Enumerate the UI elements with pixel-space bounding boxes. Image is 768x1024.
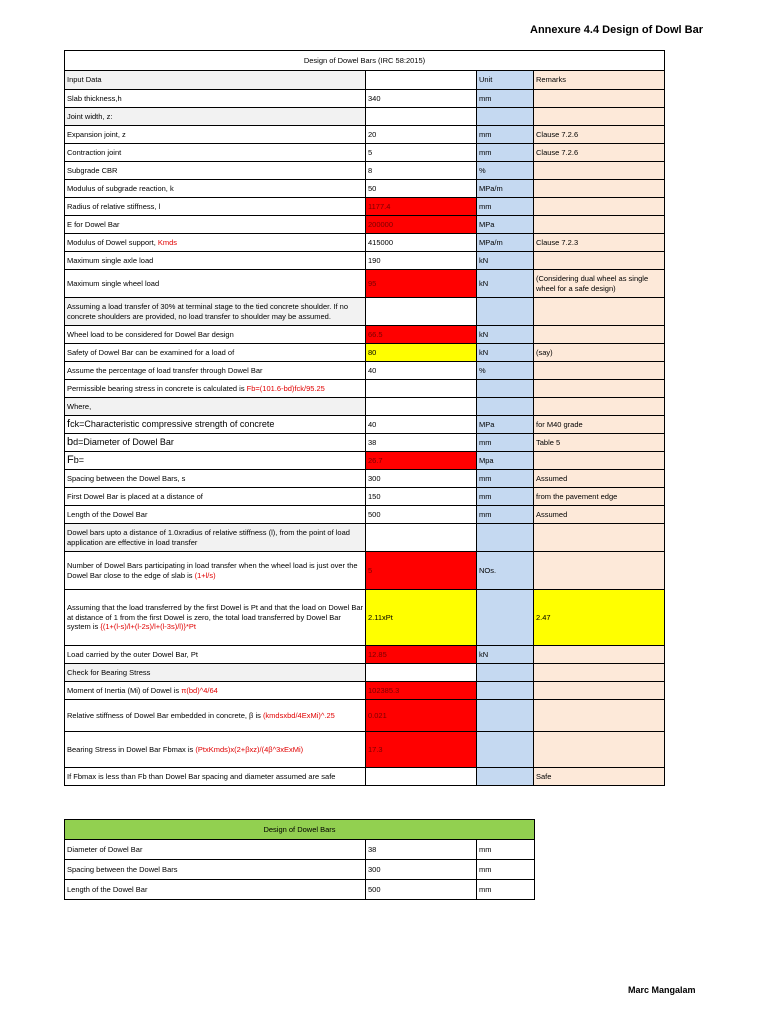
table-row [65, 344, 665, 362]
unit-cell: % [477, 362, 534, 380]
unit-cell: kN [477, 252, 534, 270]
formula-text: (kmdsxbd/4ExMi)^.25 [262, 710, 335, 720]
value-cell: 80 [366, 344, 477, 362]
summary-row [65, 840, 535, 860]
formula-text: (PtxKmds)x(2+βxz)/(4β^3xExMi) [195, 744, 304, 754]
label-text: Assume the percentage of load transfer through Dowel Bar [67, 365, 263, 375]
unit-cell [477, 524, 534, 552]
value-cell: 102385.3 [366, 682, 477, 700]
row-label [65, 90, 366, 108]
value-cell: 66.5 [366, 326, 477, 344]
table-row [65, 162, 665, 180]
value-cell: 26.7 [366, 452, 477, 470]
formula-text: Kmds [157, 237, 178, 247]
remark-cell: Remarks [534, 71, 665, 90]
row-label [65, 552, 366, 590]
label-text: Expansion joint, z [67, 129, 126, 139]
remark-cell: Clause 7.2.6 [534, 144, 665, 162]
label-text: Maximum single wheel load [67, 278, 160, 288]
table-row [65, 144, 665, 162]
unit-cell: kN [477, 344, 534, 362]
label-text: Bearing Stress in Dowel Bar Fbmax is [67, 744, 196, 754]
remark-cell: from the pavement edge [534, 488, 665, 506]
remark-cell: Safe [534, 768, 665, 786]
summary-unit: mm [477, 880, 535, 900]
value-cell: 500 [366, 506, 477, 524]
unit-cell: mm [477, 434, 534, 452]
unit-cell [477, 398, 534, 416]
row-label [65, 162, 366, 180]
row-label [65, 524, 366, 552]
remark-cell [534, 732, 665, 768]
table-row [65, 90, 665, 108]
remark-cell [534, 216, 665, 234]
footer-author: Marc Mangalam [628, 985, 696, 995]
row-label [65, 664, 366, 682]
unit-cell: % [477, 162, 534, 180]
remark-cell [534, 398, 665, 416]
remark-cell [534, 90, 665, 108]
unit-cell [477, 682, 534, 700]
row-label [65, 646, 366, 664]
unit-cell: MPa [477, 216, 534, 234]
table-row [65, 326, 665, 344]
row-label [65, 252, 366, 270]
label-text: Assuming that the load transferred by the first Dowel is Pt and that the load on Dowel Bar at distance of 1 from the first Dowel is zero, the total load transferred by Dowel Bar system is [67, 603, 363, 632]
remark-cell [534, 180, 665, 198]
table-row [65, 234, 665, 252]
value-cell: 5 [366, 552, 477, 590]
remark-cell: Clause 7.2.6 [534, 126, 665, 144]
label-symbol: f [67, 417, 71, 430]
table-row [65, 180, 665, 198]
label-text: First Dowel Bar is placed at a distance of [67, 491, 203, 501]
table-row [65, 270, 665, 298]
table-row [65, 682, 665, 700]
row-label [65, 71, 366, 90]
label-symbol: b [67, 435, 74, 448]
value-cell [366, 398, 477, 416]
label-text: d=Diameter of Dowel Bar [73, 436, 174, 447]
value-cell: 38 [366, 434, 477, 452]
table-row [65, 488, 665, 506]
formula-text: Fb=(101.6-bd)fck/95.25 [246, 383, 325, 393]
table-row [65, 252, 665, 270]
remark-cell [534, 682, 665, 700]
table-row [65, 380, 665, 398]
dowel-design-table [64, 50, 665, 786]
table-row [65, 470, 665, 488]
row-label [65, 198, 366, 216]
unit-cell: Mpa [477, 452, 534, 470]
unit-cell [477, 590, 534, 646]
row-label [65, 470, 366, 488]
table-row [65, 590, 665, 646]
table-row [65, 216, 665, 234]
label-text: ck=Characteristic compressive strength of concrete [70, 418, 275, 429]
remark-cell [534, 298, 665, 326]
annexure-title: Annexure 4.4 Design of Dowl Bar [530, 24, 703, 36]
summary-value: 500 [366, 880, 477, 900]
label-text: Joint width, z: [67, 111, 113, 121]
remark-cell [534, 380, 665, 398]
unit-cell: MPa/m [477, 234, 534, 252]
row-label [65, 380, 366, 398]
value-cell: 0.021 [366, 700, 477, 732]
value-cell: 300 [366, 470, 477, 488]
table-row [65, 506, 665, 524]
remark-cell [534, 198, 665, 216]
remark-cell [534, 552, 665, 590]
summary-unit: mm [477, 840, 535, 860]
remark-cell: for M40 grade [534, 416, 665, 434]
row-label [65, 270, 366, 298]
unit-cell: MPa/m [477, 180, 534, 198]
summary-label: Diameter of Dowel Bar [65, 840, 366, 860]
unit-cell: MPa [477, 416, 534, 434]
value-cell: 2.11xPt [366, 590, 477, 646]
row-label [65, 768, 366, 786]
label-text: Number of Dowel Bars participating in load transfer when the wheel load is just over the Dowel Bar close to the edge of slab is [67, 561, 358, 580]
unit-cell [477, 108, 534, 126]
row-label [65, 682, 366, 700]
row-label [65, 144, 366, 162]
row-label [65, 234, 366, 252]
remark-cell [534, 252, 665, 270]
table-row [65, 71, 665, 90]
row-label [65, 488, 366, 506]
summary-value: 38 [366, 840, 477, 860]
row-label [65, 126, 366, 144]
label-text: Modulus of Dowel support, [67, 237, 158, 247]
unit-cell: NOs. [477, 552, 534, 590]
row-label [65, 362, 366, 380]
label-text: Dowel bars upto a distance of 1.0xradius of relative stiffness (l), from the point of load application are effective in load transfer [67, 528, 350, 547]
label-symbol: F [67, 453, 74, 466]
remark-cell: Assumed [534, 506, 665, 524]
unit-cell: mm [477, 198, 534, 216]
table-row [65, 524, 665, 552]
value-cell: 17.3 [366, 732, 477, 768]
value-cell [366, 108, 477, 126]
remark-cell [534, 326, 665, 344]
unit-cell [477, 768, 534, 786]
label-text: E for Dowel Bar [67, 219, 120, 229]
table-row [65, 700, 665, 732]
summary-row [65, 880, 535, 900]
unit-cell [477, 732, 534, 768]
unit-cell: mm [477, 470, 534, 488]
remark-cell [534, 362, 665, 380]
row-label [65, 434, 366, 452]
row-label [65, 298, 366, 326]
unit-cell: kN [477, 326, 534, 344]
remark-cell: 2.47 [534, 590, 665, 646]
value-cell [366, 71, 477, 90]
table-row [65, 732, 665, 768]
table-row [65, 198, 665, 216]
table-row [65, 768, 665, 786]
value-cell: 1177.4 [366, 198, 477, 216]
value-cell [366, 524, 477, 552]
table-row [65, 434, 665, 452]
label-text: Slab thickness,h [67, 93, 122, 103]
value-cell: 340 [366, 90, 477, 108]
table-row [65, 126, 665, 144]
table-row [65, 552, 665, 590]
value-cell: 50 [366, 180, 477, 198]
summary-table [64, 819, 535, 900]
remark-cell [534, 664, 665, 682]
label-text: Contraction joint [67, 147, 122, 157]
summary-title: Design of Dowel Bars [65, 820, 535, 840]
row-label [65, 398, 366, 416]
remark-cell [534, 700, 665, 732]
unit-cell: mm [477, 90, 534, 108]
label-text: Relative stiffness of Dowel Bar embedded in concrete, β is [67, 710, 263, 720]
row-label [65, 216, 366, 234]
value-cell: 190 [366, 252, 477, 270]
label-text: Check for Bearing Stress [67, 667, 151, 677]
table-row [65, 362, 665, 380]
value-cell: 200000 [366, 216, 477, 234]
row-label [65, 700, 366, 732]
value-cell [366, 380, 477, 398]
row-label [65, 180, 366, 198]
value-cell [366, 298, 477, 326]
remark-cell [534, 646, 665, 664]
formula-text: π(bd)^4/64 [181, 685, 218, 695]
unit-cell [477, 380, 534, 398]
row-label [65, 506, 366, 524]
value-cell [366, 664, 477, 682]
table-row [65, 416, 665, 434]
remark-cell: (say) [534, 344, 665, 362]
summary-label: Length of the Dowel Bar [65, 880, 366, 900]
remark-cell: Clause 7.2.3 [534, 234, 665, 252]
label-text: Assuming a load transfer of 30% at terminal stage to the tied concrete shoulder. If no concrete shoulders are provided, no load transfer to shoulder may be assumed. [67, 302, 348, 321]
table-row [65, 646, 665, 664]
table-row [65, 452, 665, 470]
summary-unit: mm [477, 860, 535, 880]
table-row [65, 108, 665, 126]
value-cell: 5 [366, 144, 477, 162]
formula-text: {(1+(l-s)/l+(l-2s)/l+(l-3s)/l)}*Pt [100, 622, 196, 632]
remark-cell [534, 108, 665, 126]
label-text: If Fbmax is less than Fb than Dowel Bar spacing and diameter assumed are safe [67, 771, 336, 781]
table-title: Design of Dowel Bars (IRC 58:2015) [65, 51, 665, 71]
unit-cell [477, 298, 534, 326]
summary-value: 300 [366, 860, 477, 880]
label-text: Radius of relative stiffness, l [67, 201, 161, 211]
row-label [65, 326, 366, 344]
label-text: Length of the Dowel Bar [67, 509, 148, 519]
unit-cell: mm [477, 506, 534, 524]
label-text: Safety of Dowel Bar can be examined for a load of [67, 347, 235, 357]
label-text: Where, [67, 401, 92, 411]
label-text: Subgrade CBR [67, 165, 118, 175]
label-text: Modulus of subgrade reaction, k [67, 183, 174, 193]
unit-cell [477, 664, 534, 682]
table-row [65, 664, 665, 682]
unit-cell: kN [477, 646, 534, 664]
label-text: Spacing between the Dowel Bars, s [67, 473, 186, 483]
summary-label: Spacing between the Dowel Bars [65, 860, 366, 880]
label-text: Input Data [67, 75, 102, 85]
value-cell: 20 [366, 126, 477, 144]
unit-cell: mm [477, 144, 534, 162]
unit-cell: Unit [477, 71, 534, 90]
value-cell: 95 [366, 270, 477, 298]
row-label [65, 732, 366, 768]
value-cell: 150 [366, 488, 477, 506]
remark-cell [534, 162, 665, 180]
table-row [65, 298, 665, 326]
formula-text: (1+l/s) [194, 570, 216, 580]
row-label [65, 590, 366, 646]
label-text: Maximum single axle load [67, 255, 154, 265]
label-text: Moment of Inertia (Mi) of Dowel is [67, 685, 182, 695]
remark-cell [534, 452, 665, 470]
value-cell: 40 [366, 362, 477, 380]
unit-cell: mm [477, 488, 534, 506]
label-text: Wheel load to be considered for Dowel Bar design [67, 329, 234, 339]
unit-cell: mm [477, 126, 534, 144]
remark-cell [534, 524, 665, 552]
unit-cell: kN [477, 270, 534, 298]
label-text: Permissible bearing stress in concrete is calculated is [67, 383, 247, 393]
value-cell: 8 [366, 162, 477, 180]
unit-cell [477, 700, 534, 732]
value-cell: 12.85 [366, 646, 477, 664]
label-text: b= [73, 454, 84, 465]
value-cell [366, 768, 477, 786]
row-label [65, 344, 366, 362]
row-label [65, 416, 366, 434]
table-row [65, 398, 665, 416]
summary-row [65, 860, 535, 880]
remark-cell: Table 5 [534, 434, 665, 452]
label-text: Load carried by the outer Dowel Bar, Pt [67, 649, 198, 659]
row-label [65, 108, 366, 126]
value-cell: 40 [366, 416, 477, 434]
value-cell: 415000 [366, 234, 477, 252]
remark-cell: Assumed [534, 470, 665, 488]
remark-cell: (Considering dual wheel as single wheel for a safe design) [534, 270, 665, 298]
row-label [65, 452, 366, 470]
